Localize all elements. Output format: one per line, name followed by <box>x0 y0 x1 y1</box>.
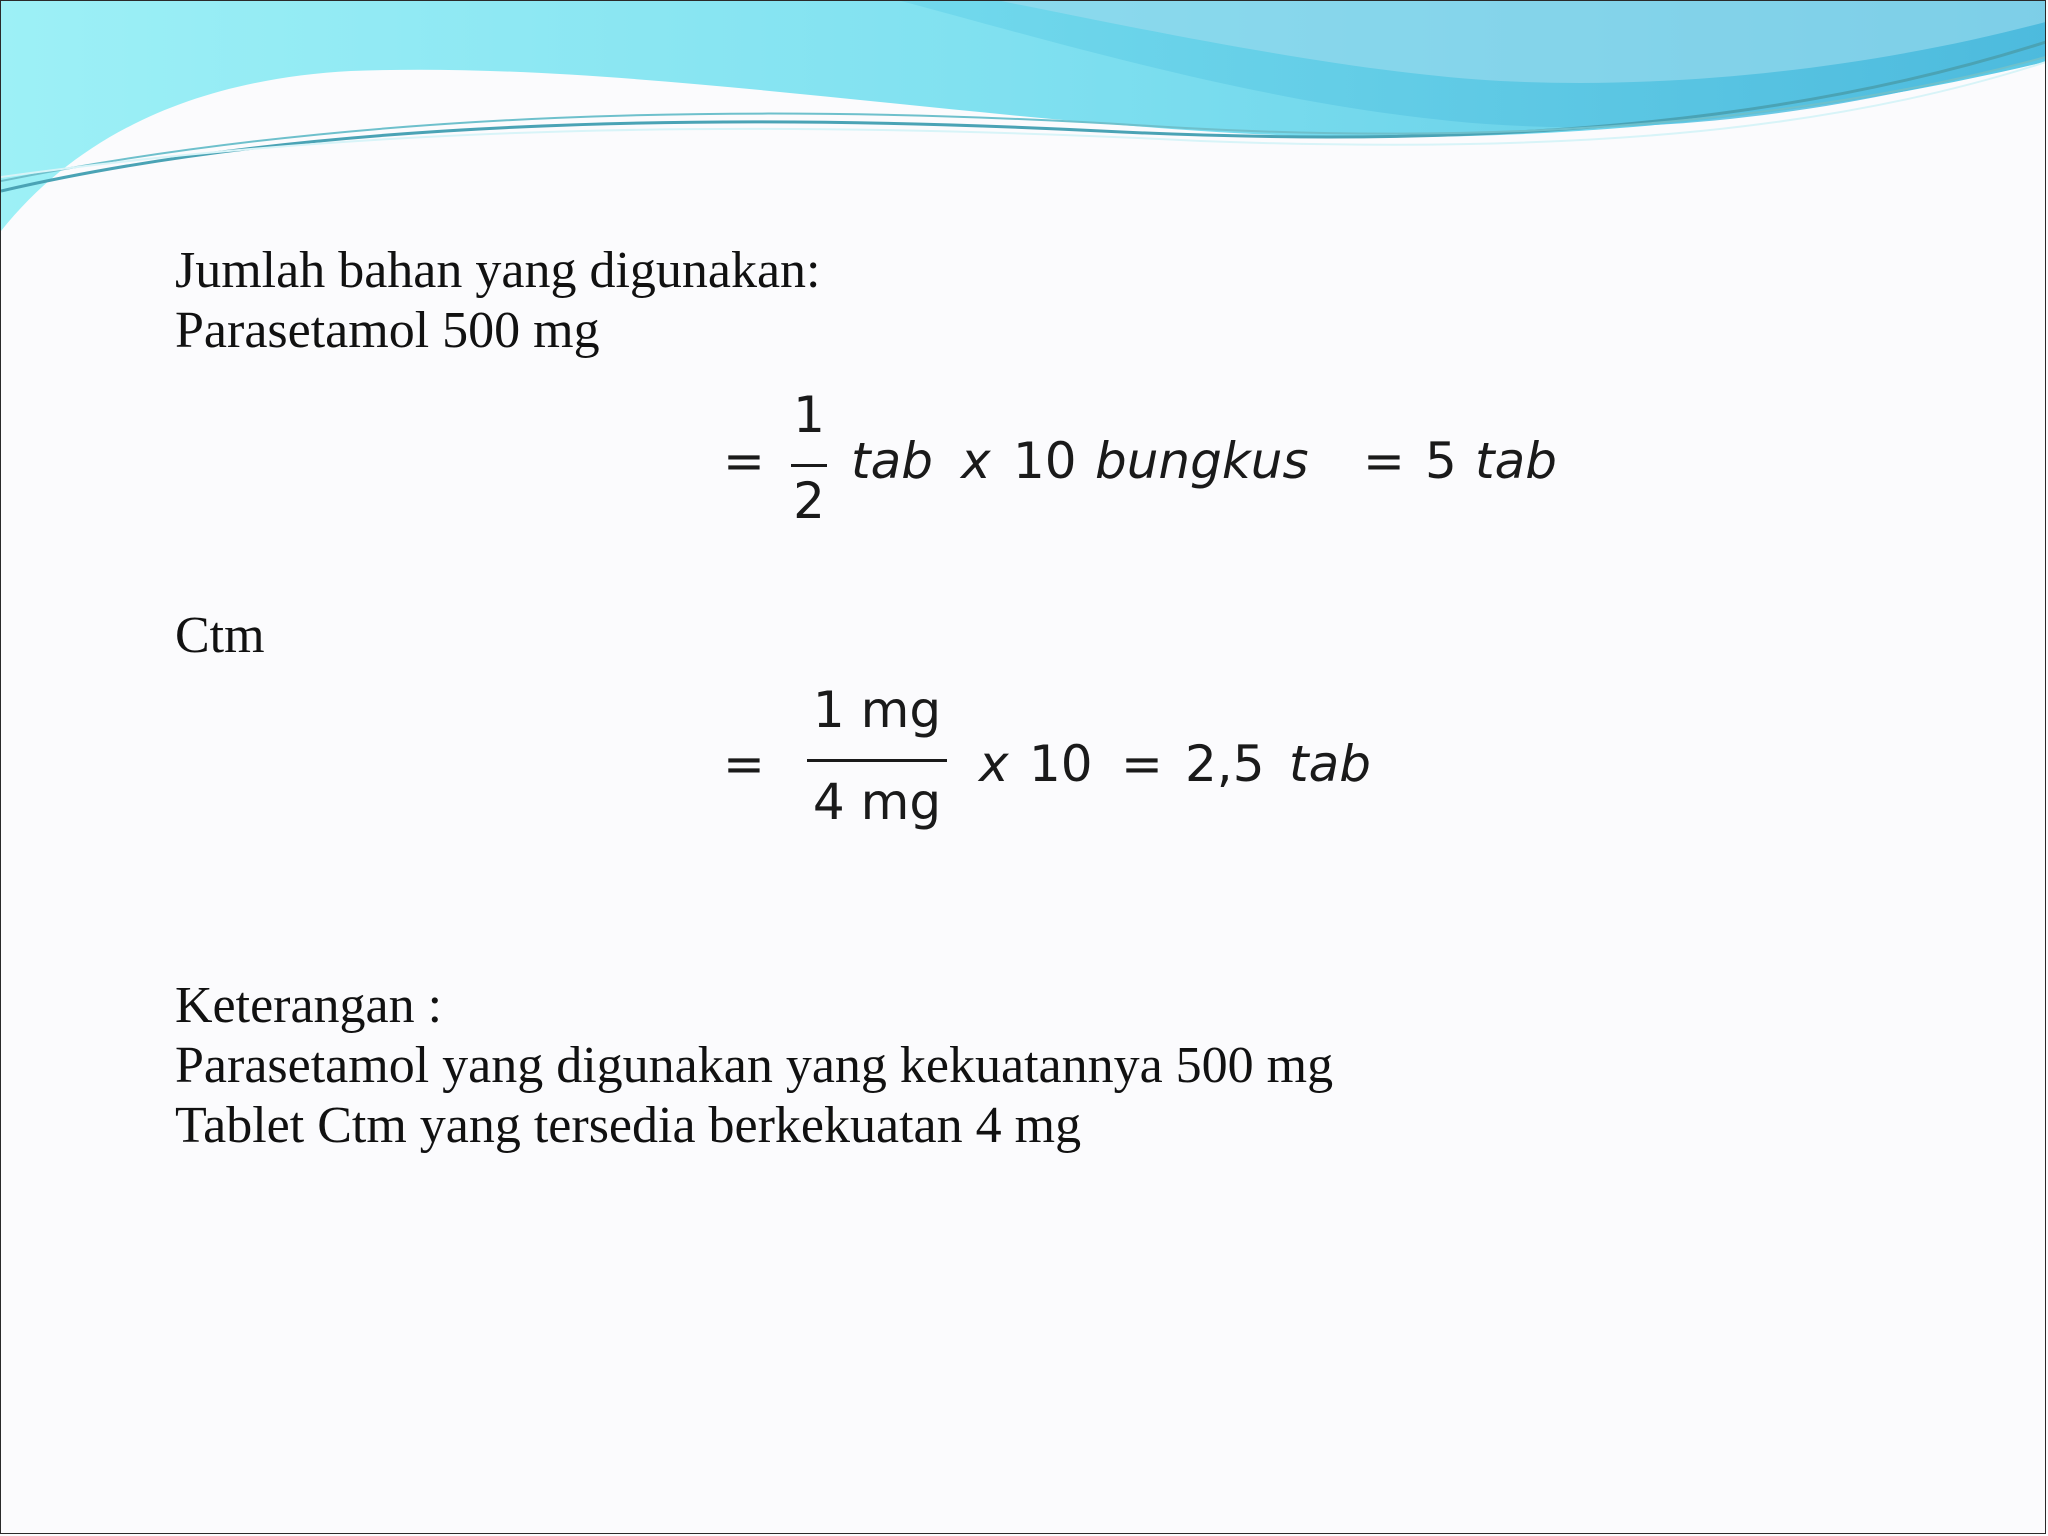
notes-line-2: Tablet Ctm yang tersedia berkekuatan 4 mg <box>175 1097 1082 1154</box>
notes-title: Keterangan : <box>175 977 443 1034</box>
eq1-equals-2: = <box>1363 432 1405 490</box>
eq1-result: 5 <box>1425 432 1457 490</box>
eq1-numerator: 1 <box>793 386 825 444</box>
eq2-times: x <box>979 735 1009 793</box>
eq1-unit: tab <box>851 432 933 490</box>
eq1-equals: = <box>723 432 765 490</box>
eq2-fraction <box>807 681 947 841</box>
equation-ctm <box>723 681 1403 851</box>
heading-line-2: Parasetamol 500 mg <box>175 302 600 359</box>
eq1-times: x <box>961 432 991 490</box>
ctm-label: Ctm <box>175 607 265 664</box>
eq2-equals-2: = <box>1121 735 1163 793</box>
eq2-result: 2,5 <box>1185 735 1265 793</box>
heading-line-1: Jumlah bahan yang digunakan: <box>175 242 821 299</box>
eq2-result-unit: tab <box>1289 735 1371 793</box>
notes-line-1: Parasetamol yang digunakan yang kekuatannya 500 mg <box>175 1037 1334 1094</box>
eq2-numerator: 1 mg <box>812 681 942 739</box>
eq1-fraction <box>791 386 827 536</box>
eq2-count: 10 <box>1029 735 1093 793</box>
eq1-denominator: 2 <box>793 472 825 530</box>
equation-parasetamol <box>723 386 1573 546</box>
eq1-fraction-bar <box>791 464 827 467</box>
eq2-denominator: 4 mg <box>812 773 942 831</box>
header-wave-decoration <box>1 1 2046 241</box>
eq2-equals: = <box>723 735 765 793</box>
eq1-packs: bungkus <box>1095 432 1309 490</box>
eq1-result-unit: tab <box>1475 432 1557 490</box>
eq2-fraction-bar <box>807 759 947 762</box>
eq1-count: 10 <box>1013 432 1077 490</box>
